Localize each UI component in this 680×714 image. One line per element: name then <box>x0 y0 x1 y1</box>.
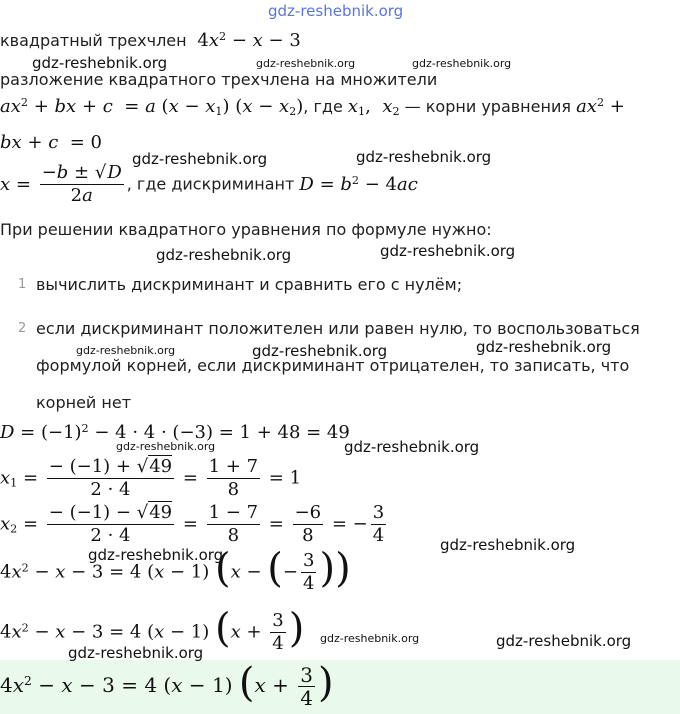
formula-need-text: При решении квадратного уравнения по формуле нужно: <box>0 220 492 239</box>
watermark: gdz-reshebnik.org <box>320 632 420 645</box>
factor-formula: $ax^2$ + bx + c = a $(x - x_1)$ $(x - x_2)$ <box>0 95 304 118</box>
watermark: gdz-reshebnik.org <box>440 536 576 554</box>
roots-where-text: , где <box>303 97 343 116</box>
equation-part2: bx + c = 0 <box>0 132 103 153</box>
intro-line <box>0 30 301 51</box>
roots-of-equation-text: — корни уравнения <box>404 97 571 116</box>
root-x2-computation: $x_2$ = $\frac{- (-1) - √49}{2 \cdot 4}$ = $\frac{1 - 7}{8}$ = $\frac{-6}{8}$ = − $\frac{3}{4}$ <box>0 502 385 546</box>
discriminant-computation: $D = (-1)^2 - 4 \cdot 4 \cdot (-3) = 1 + 48 = 49$ <box>0 421 350 443</box>
step-text-line3: корней нет <box>36 393 132 412</box>
watermark: gdz-reshebnik.org <box>116 440 216 453</box>
watermark: gdz-reshebnik.org <box>380 242 516 260</box>
factor-formula-line <box>0 96 625 117</box>
discriminant-where-text: , где дискриминант <box>126 174 295 194</box>
watermark-top: gdz-reshebnik.org <box>268 2 404 20</box>
step-number: 1 <box>18 277 27 292</box>
step-text: вычислить дискриминант и сравнить его с нулём; <box>36 275 463 294</box>
watermark: gdz-reshebnik.org <box>88 546 224 564</box>
step-number: 2 <box>18 321 27 336</box>
quadratic-formula: x = $\frac{-b \pm √D}{2a}$ <box>0 162 122 206</box>
watermark: gdz-reshebnik.org <box>476 338 612 356</box>
trinomial-expression: $4x^2 - x - 3$ <box>191 29 301 51</box>
equation-part1: $ax^2$ + <box>576 95 625 117</box>
final-answer: $4x^2 - x - 3 = 4$ (x − 1) (x + $\frac{3}{4}$ ) <box>0 660 334 710</box>
discriminant-formula: $D = b^2 - 4ac$ <box>299 173 418 195</box>
watermark: gdz-reshebnik.org <box>256 57 356 70</box>
watermark: gdz-reshebnik.org <box>356 148 492 166</box>
watermark: gdz-reshebnik.org <box>156 246 292 264</box>
intro-label: квадратный трехчлен <box>0 31 187 50</box>
factorization-step1: $4x^2 - x - 3 = 4$ (x − 1) (x − (− $\frac{3}{4}$ )) <box>0 545 351 594</box>
watermark: gdz-reshebnik.org <box>412 57 512 70</box>
roots-symbols: $x_1$, $x_2$ <box>347 96 400 118</box>
watermark: gdz-reshebnik.org <box>344 438 480 456</box>
quadratic-formula-line <box>0 162 418 210</box>
root-x1-computation: $x_1$ = $\frac{- (-1) + √49}{2 \cdot 4}$ = $\frac{1 + 7}{8}$ = 1 <box>0 456 302 500</box>
watermark: gdz-reshebnik.org <box>68 644 204 662</box>
step-text-line1: если дискриминант положителен или равен нулю, то воспользоваться <box>36 319 640 338</box>
factorization-step2: $4x^2 - x - 3 = 4$ (x − 1) (x + $\frac{3}{4}$ ) <box>0 605 305 654</box>
watermark: gdz-reshebnik.org <box>32 54 168 72</box>
factor-heading: разложение квадратного трехчлена на множители <box>0 70 438 89</box>
watermark: gdz-reshebnik.org <box>132 150 268 168</box>
watermark: gdz-reshebnik.org <box>496 632 632 650</box>
watermark: gdz-reshebnik.org <box>76 344 176 357</box>
step-text-line2: формулой корней, если дискриминант отрицателен, то записать, что <box>36 356 630 375</box>
watermark: gdz-reshebnik.org <box>252 342 388 360</box>
